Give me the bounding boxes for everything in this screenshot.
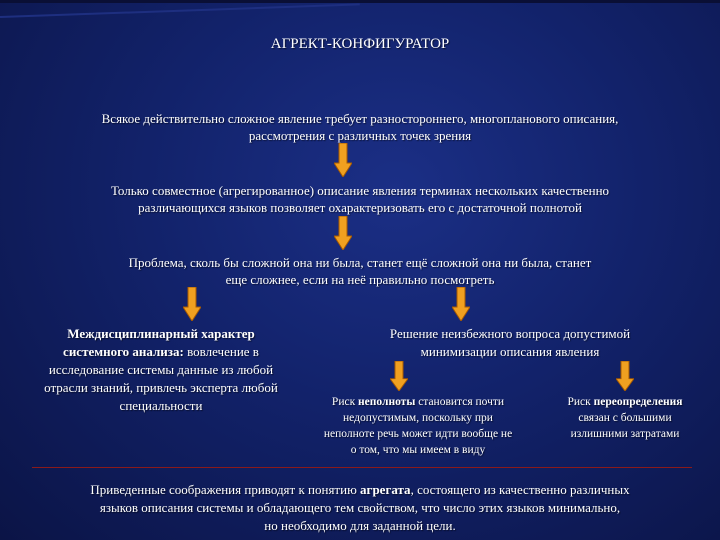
- interdisciplinary-text-3: исследование системы данные из любой: [48, 362, 274, 377]
- conclusion-text-2: языков описания системы и обладающего тем свойством, что число этих языков минимально,: [99, 500, 621, 515]
- statement-3-line-1: Проблема, сколь бы сложной она ни была, станет ещё сложной она ни была, станет: [128, 255, 592, 270]
- statement-1: [0, 110, 720, 144]
- statement-2-line-2: различающихся языков позволяет охарактеризовать его с достаточной полнотой: [138, 200, 582, 215]
- risk-overdetermination-prefix: Риск: [567, 396, 594, 408]
- down-arrow-incompleteness: [390, 361, 408, 391]
- decorative-line-diagonal: [0, 3, 360, 18]
- statement-1-line-1: Всякое действительно сложное явление требует разностороннего, многопланового описания,: [101, 111, 619, 126]
- statement-2-line-1: Только совместное (агрегированное) описание явления терминах нескольких качественно: [110, 183, 610, 198]
- statement-3: [0, 254, 720, 288]
- system-analysis-label: системного анализа:: [63, 344, 184, 359]
- risk-incompleteness-text-2: недопустимым, поскольку при: [343, 412, 493, 424]
- interdisciplinary-heading: Междисциплинарный характер: [67, 326, 255, 341]
- interdisciplinary-block: [2, 325, 320, 415]
- down-arrow-left: [183, 287, 201, 321]
- risk-incompleteness-prefix: Риск: [331, 396, 359, 408]
- statement-1-line-2: рассмотрения с различных точек зрения: [248, 128, 472, 143]
- aggregate-term: агрегата: [360, 482, 411, 497]
- incompleteness-term: неполноты: [358, 396, 416, 408]
- page-title: АГРЕКТ-КОНФИГУРАТОР: [270, 36, 450, 52]
- conclusion-text-1b: , состоящего из качественно различных: [410, 482, 630, 497]
- conclusion-text-3: но необходимо для заданной цели.: [264, 518, 456, 533]
- down-arrow-1: [334, 143, 352, 177]
- risk-incompleteness-text-1: становится почти: [415, 396, 505, 408]
- interdisciplinary-text-5: специальности: [119, 398, 203, 413]
- risk-overdetermination-text-3: излишними затратами: [570, 428, 680, 440]
- conclusion: [0, 481, 720, 535]
- statement-2: [0, 182, 720, 216]
- divider-line: [32, 467, 692, 468]
- conclusion-text-1: Приведенные соображения приводят к понятию: [90, 482, 361, 497]
- down-arrow-overdetermination: [616, 361, 634, 391]
- down-arrow-right: [452, 287, 470, 321]
- interdisciplinary-text-4: отрасли знаний, привлечь эксперта любой: [44, 380, 278, 395]
- risk-overdetermination: [542, 394, 708, 442]
- down-arrow-2: [334, 216, 352, 250]
- minimization-block: [330, 325, 690, 361]
- overdetermination-term: переопределения: [593, 396, 683, 408]
- minimization-text-1: Решение неизбежного вопроса допустимой: [389, 326, 631, 341]
- risk-incompleteness-text-3: неполноте речь может идти вообще не: [323, 428, 513, 440]
- minimization-text-2: минимизации описания явления: [420, 344, 600, 359]
- statement-3-line-2: еще сложнее, если на неё правильно посмотреть: [225, 272, 495, 287]
- interdisciplinary-text-2: вовлечение в: [183, 344, 259, 359]
- risk-overdetermination-text-2: связан с большими: [578, 412, 672, 424]
- risk-incompleteness-text-4: о том, что мы имеем в виду: [350, 444, 486, 456]
- decorative-line-top: [0, 0, 720, 3]
- risk-incompleteness: [298, 394, 538, 458]
